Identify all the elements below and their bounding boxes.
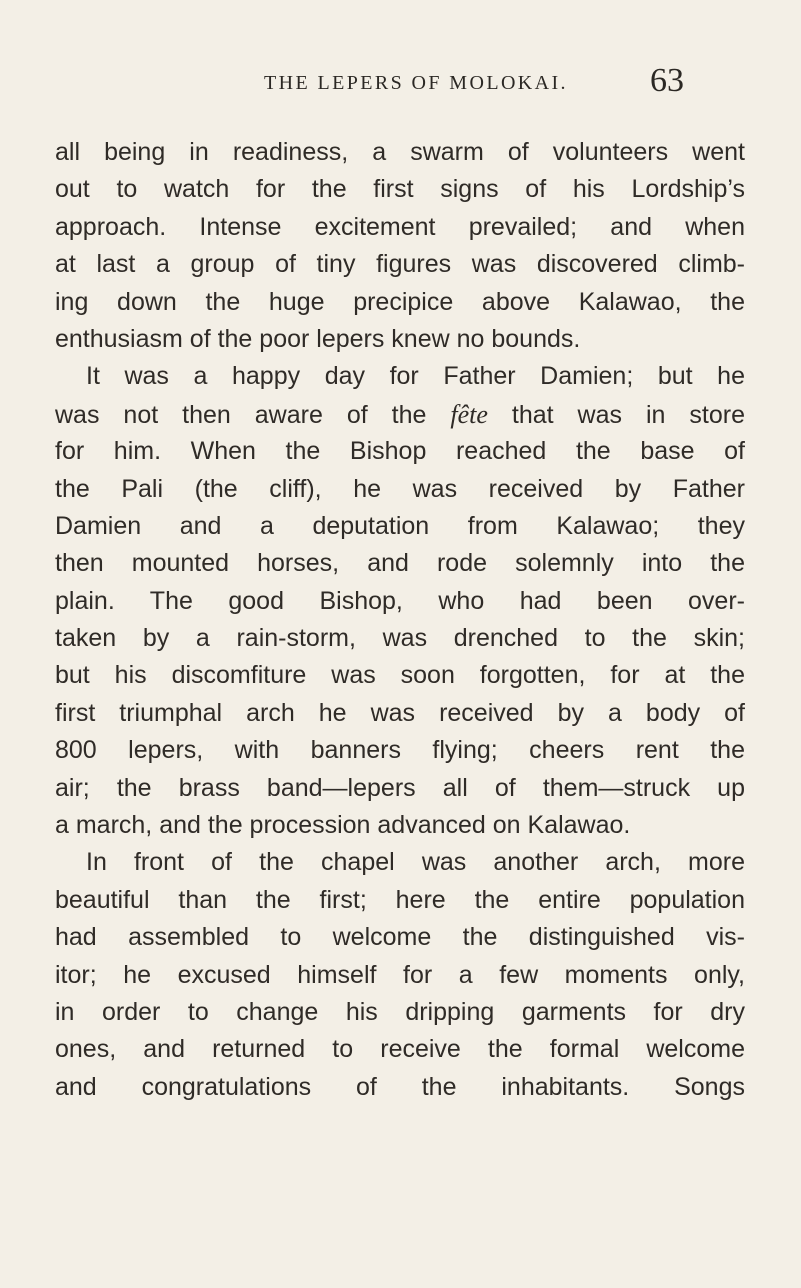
text-line: then mounted horses, and rode solemnly into the xyxy=(55,549,745,578)
text-line: the Pali (the cliff), he was received by Father xyxy=(55,474,745,503)
text-line: approach. Intense excitement prevailed; and when xyxy=(55,212,745,241)
text-segment: that was in store xyxy=(487,400,745,429)
text-line: 800 lepers, with banners flying; cheers rent the xyxy=(55,736,745,765)
text-line: and congratulations of the inhabitants. Songs xyxy=(55,1072,745,1101)
text-line: taken by a rain-storm, was drenched to the skin; xyxy=(55,624,745,653)
text-line: enthusiasm of the poor lepers knew no bounds. xyxy=(55,324,581,353)
body-text xyxy=(55,134,745,1106)
text-line: ing down the huge precipice above Kalawao, the xyxy=(55,287,745,316)
text-line: all being in readiness, a swarm of volunteers went xyxy=(55,138,745,166)
text-line: in order to change his dripping garments for dry xyxy=(55,997,745,1026)
text-line: beautiful than the first; here the entire population xyxy=(55,885,745,914)
text-line: ones, and returned to receive the formal welcome xyxy=(55,1035,745,1064)
text-line: itor; he excused himself for a few moments only, xyxy=(55,960,745,989)
text-line: had assembled to welcome the distinguished vis- xyxy=(55,923,745,952)
text-line: first triumphal arch he was received by a body of xyxy=(55,698,745,727)
text-line-with-italic xyxy=(55,396,745,433)
text-segment: was not then aware of the xyxy=(55,400,451,429)
page-number: 63 xyxy=(650,62,684,99)
text-line: Damien and a deputation from Kalawao; they xyxy=(55,511,745,540)
text-line: out to watch for the first signs of his Lordship’s xyxy=(55,175,745,204)
text-line: a march, and the procession advanced on Kalawao. xyxy=(55,811,631,840)
running-title: THE LEPERS OF MOLOKAI. xyxy=(264,72,568,94)
text-line: air; the brass band—lepers all of them—struck up xyxy=(55,773,745,802)
paragraph-start-line: It was a happy day for Father Damien; but he xyxy=(86,362,745,391)
text-line: for him. When the Bishop reached the base of xyxy=(55,437,745,466)
text-line: but his discomfiture was soon forgotten, for at the xyxy=(55,661,745,690)
text-line: plain. The good Bishop, who had been over- xyxy=(55,586,745,615)
text-line: at last a group of tiny figures was discovered climb- xyxy=(55,250,745,279)
italic-word: fête xyxy=(450,399,488,429)
paragraph-start-line: In front of the chapel was another arch, more xyxy=(86,848,745,877)
